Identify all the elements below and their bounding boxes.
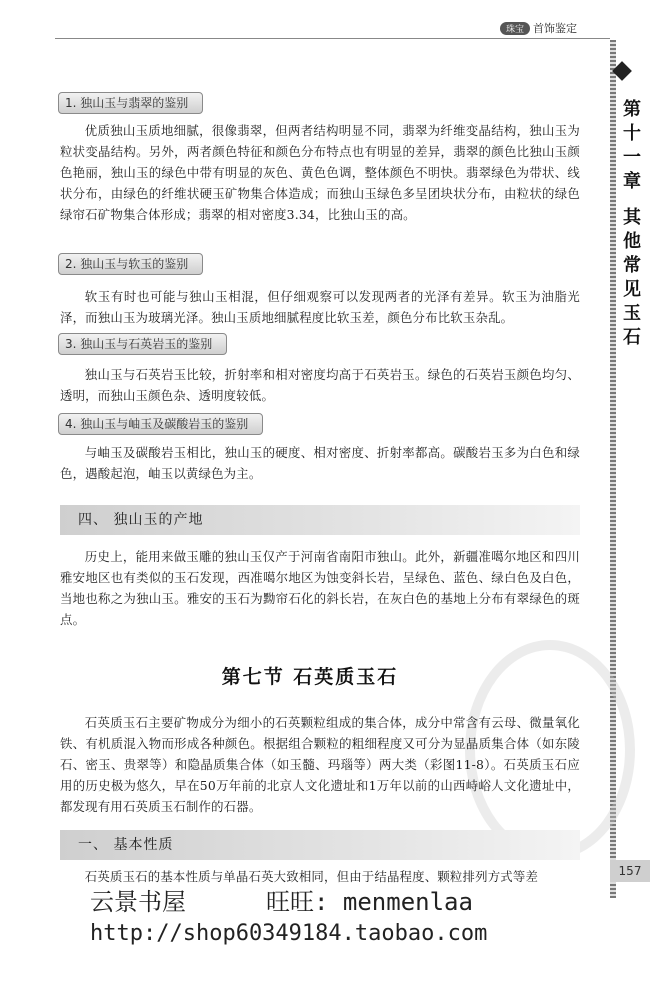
subsection-text-1: 优质独山玉质地细腻，很像翡翠，但两者结构明显不同，翡翠为纤维变晶结构，独山玉为粒状变晶结构。另外，两者颜色特征和颜色分布特点也有明显的差异，翡翠的颜色比独山玉颜色艳丽，独山玉的绿色中带有明显的灰色、黄色色调，整体颜色不明快。翡翠绿色为带状、线状分布，由绿色的纤维状硬玉矿物集合体造成；而独山玉绿色多呈团块状分布，由粒状的绿色绿帘石矿物集合体形成；翡翠的相对密度3.34，比独山玉的高。 — [60, 123, 580, 222]
watermark-shop-line — [90, 882, 473, 917]
chapter-char: 石 — [623, 327, 641, 348]
section-heading-origin-text: 四、 独山玉的产地 — [78, 512, 204, 528]
subsection-heading-1: 1. 独山玉与翡翠的鉴别 — [58, 92, 203, 114]
chapter-char: 常 — [623, 255, 641, 276]
section-origin-text: 历史上，能用来做玉雕的独山玉仅产于河南省南阳市独山。此外，新疆准噶尔地区和四川雅安地区也有类似的玉石发现，西准噶尔地区为蚀变斜长岩，呈绿色、蓝色、绿白色及白色，当地也称之为独山玉。雅安的玉石为黝帘石化的斜长岩，在灰白色的基地上分布有翠绿色的斑点。 — [60, 549, 580, 627]
subsection-heading-2: 2. 独山玉与软玉的鉴别 — [58, 253, 203, 275]
header-rule — [55, 38, 610, 39]
page-header — [500, 20, 577, 36]
header-text: 首饰鉴定 — [533, 22, 577, 35]
subsection-heading-3: 3. 独山玉与石英岩玉的鉴别 — [58, 333, 227, 355]
section-heading-basic — [60, 830, 580, 860]
section-basic-text: 石英质玉石的基本性质与单晶石英大致相同，但由于结晶程度、颗粒排列方式等差 — [84, 869, 539, 884]
section-title: 第七节 石英质玉石 — [221, 666, 399, 688]
header-logo: 珠宝 — [500, 22, 530, 35]
chapter-char: 十 — [623, 123, 641, 144]
watermark-shop-name: 云景书屋 — [90, 888, 186, 916]
subsection-text-4: 与岫玉及碳酸岩玉相比，独山玉的硬度、相对密度、折射率都高。碳酸岩玉多为白色和绿色，遇酸起泡，岫玉以黄绿色为主。 — [60, 445, 580, 481]
chapter-char: 第 — [623, 99, 641, 120]
subsection-heading-4: 4. 独山玉与岫玉及碳酸岩玉的鉴别 — [58, 413, 263, 435]
chapter-char: 一 — [623, 147, 641, 168]
page-number: 157 — [610, 860, 650, 882]
subsection-text-3: 独山玉与石英岩玉比较，折射率和相对密度均高于石英岩玉。绿色的石英岩玉颜色均匀、透明，而独山玉颜色杂、透明度较低。 — [60, 367, 580, 403]
section-heading-basic-text: 一、 基本性质 — [78, 837, 174, 853]
chapter-char: 其 — [623, 207, 641, 228]
chapter-char: 章 — [623, 171, 641, 192]
chapter-char: 他 — [623, 231, 641, 252]
watermark-url: http://shop60349184.taobao.com — [90, 921, 488, 946]
chapter-vertical-title — [620, 98, 644, 350]
section-intro-text: 石英质玉石主要矿物成分为细小的石英颗粒组成的集合体，成分中常含有云母、微量氧化铁、有机质混入物而形成各种颜色。根据组合颗粒的粗细程度又可分为显晶质集合体（如东陵石、密玉、贵翠等）和隐晶质集合体（如玉髓、玛瑙等）两大类（彩图11-8）。石英质玉石应用的历史极为悠久，早在50万年前的北京人文化遗址和1万年以前的山西峙峪人文化遗址中，都发现有用石英质玉石制作的石器。 — [60, 715, 580, 814]
watermark-wangwang: 旺旺: menmenlaa — [266, 888, 473, 916]
section-heading-origin — [60, 505, 580, 535]
subsection-text-2: 软玉有时也可能与独山玉相混，但仔细观察可以发现两者的光泽有差异。软玉为油脂光泽，而独山玉为玻璃光泽。独山玉质地细腻程度比软玉差，颜色分布比软玉杂乱。 — [60, 289, 580, 325]
chapter-char: 见 — [623, 279, 641, 300]
chapter-char: 玉 — [623, 303, 641, 324]
